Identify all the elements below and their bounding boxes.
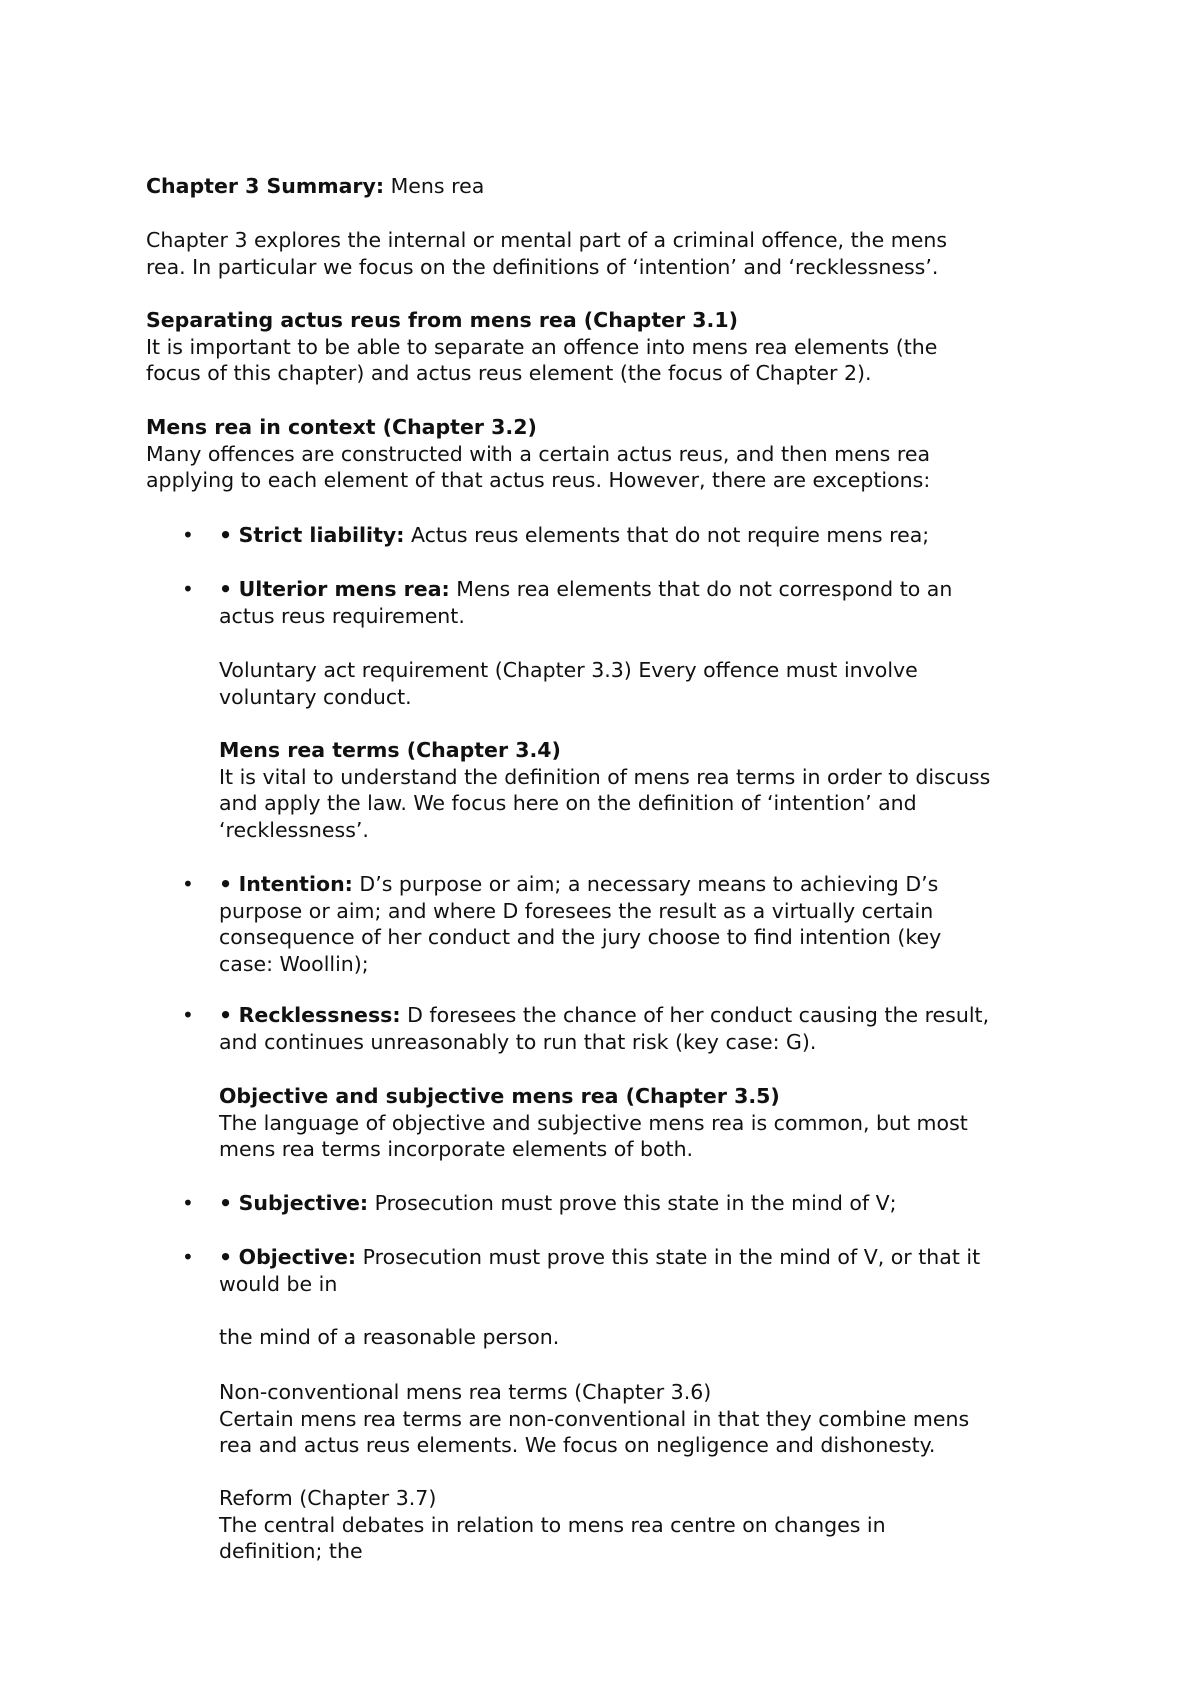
- list-item: • Objective: Prosecution must prove this state in the mind of V, or that it would be in: [219, 1245, 981, 1296]
- section-3-5: Objective and subjective mens rea (Chapter 3.5) The language of objective and subjective mens rea is common, but most mens rea terms incorporate elements of both.: [219, 1084, 968, 1161]
- section-heading: Mens rea in context (Chapter 3.2): [146, 415, 537, 439]
- bullet-icon: •: [182, 523, 194, 547]
- list-item: • Intention: D’s purpose or aim; a necessary means to achieving D’s purpose or aim; and where D foresees the result as a virtually certain consequence of her conduct and the jury choose to find intention (key case: Woollin);: [219, 872, 942, 976]
- section-3-7: Reform (Chapter 3.7) The central debates in relation to mens rea centre on changes in definition; the: [219, 1486, 886, 1563]
- bullet-icon: •: [182, 1003, 194, 1027]
- section-3-3: Voluntary act requirement (Chapter 3.3) Every offence must involve voluntary conduct.: [219, 658, 918, 709]
- list-item: • Strict liability: Actus reus elements that do not require mens rea;: [219, 523, 930, 547]
- bullet-icon: •: [182, 872, 194, 896]
- section-3-6: Non-conventional mens rea terms (Chapter 3.6) Certain mens rea terms are non-conventional in that they combine mens rea and actus reus elements. We focus on negligence and dishonesty.: [219, 1380, 970, 1457]
- continuation-line: the mind of a reasonable person.: [219, 1325, 560, 1349]
- list-item: • Subjective: Prosecution must prove this state in the mind of V;: [219, 1191, 897, 1215]
- page-title: Chapter 3 Summary: Mens rea: [146, 174, 485, 198]
- list-item: • Ulterior mens rea: Mens rea elements that do not correspond to an actus reus requirement.: [219, 577, 953, 628]
- section-heading: Objective and subjective mens rea (Chapter 3.5): [219, 1084, 780, 1108]
- section-heading: Mens rea terms (Chapter 3.4): [219, 738, 561, 762]
- intro-paragraph: Chapter 3 explores the internal or mental part of a criminal offence, the mens rea. In particular we focus on the definitions of ‘intention’ and ‘recklessness’.: [146, 228, 948, 279]
- list-item: • Recklessness: D foresees the chance of her conduct causing the result, and continues unreasonably to run that risk (key case: G).: [219, 1003, 990, 1054]
- section-3-4: Mens rea terms (Chapter 3.4) It is vital to understand the definition of mens rea terms in order to discuss and apply the law. We focus here on the definition of ‘intention’ and ‘recklessness’.: [219, 738, 991, 842]
- section-heading: Separating actus reus from mens rea (Chapter 3.1): [146, 308, 738, 332]
- section-3-2: Mens rea in context (Chapter 3.2) Many offences are constructed with a certain actus reus, and then mens rea applying to each element of that actus reus. However, there are exceptions:: [146, 415, 931, 492]
- bullet-icon: •: [182, 577, 194, 601]
- bullet-icon: •: [182, 1191, 194, 1215]
- bullet-icon: •: [182, 1245, 194, 1269]
- section-3-1: Separating actus reus from mens rea (Chapter 3.1) It is important to be able to separate an offence into mens rea elements (the focus of this chapter) and actus reus element (the focus of Chapter 2).: [146, 308, 938, 385]
